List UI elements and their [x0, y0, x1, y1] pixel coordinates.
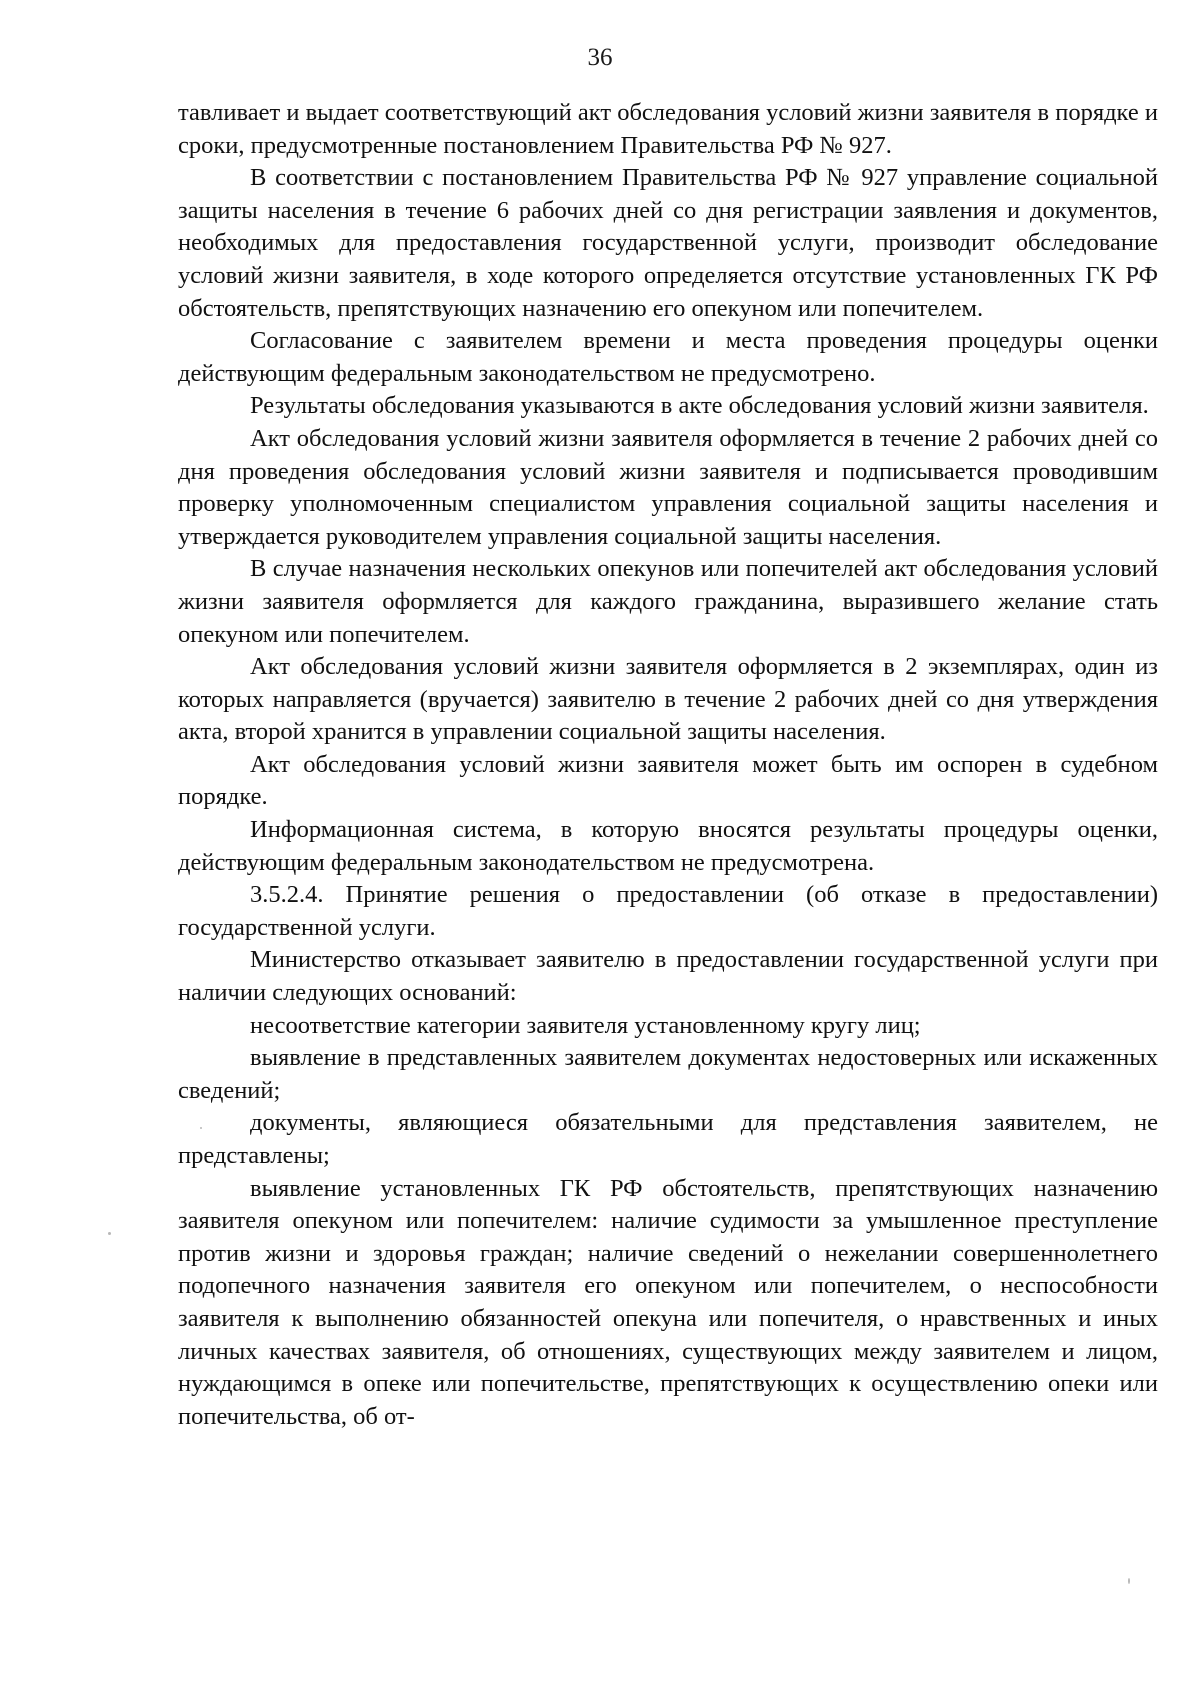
paragraph: выявление в представленных заявителем документах недостоверных или искаженных сведений;	[178, 1044, 1158, 1104]
paragraph: тавливает и выдает соответствующий акт обследования условий жизни заявителя в порядке и сроки, предусмотренные постановлением Правительства РФ № 927.	[178, 99, 1158, 159]
document-body	[178, 97, 1158, 1433]
paragraph: Министерство отказывает заявителю в предоставлении государственной услуги при наличии следующих оснований:	[178, 946, 1158, 1007]
scan-speck	[200, 1127, 202, 1129]
scan-speck	[108, 1232, 111, 1235]
paragraph: Акт обследования условий жизни заявителя может быть им оспорен в судебном порядке.	[178, 750, 1158, 811]
paragraph: Результаты обследования указываются в акте обследования условий жизни заявителя.	[250, 392, 1149, 420]
paragraph: 3.5.2.4. Принятие решения о предоставлении (об отказе в предоставлении) государственной услуги.	[178, 881, 1158, 941]
paragraph: Согласование с заявителем времени и места проведения процедуры оценки действующим федеральным законодательством не предусмотрено.	[178, 327, 1158, 387]
page-number: 36	[587, 44, 613, 71]
paragraph: Акт обследования условий жизни заявителя оформляется в 2 экземплярах, один из которых направляется (вручается) заявителю в течение 2 рабочих дней со дня утверждения акта, второй хранится в управлении социальной защиты населения.	[178, 653, 1158, 746]
paragraph: выявление установленных ГК РФ обстоятельств, препятствующих назначению заявителя опекуном или попечителем: наличие судимости за умышленное преступление против жизни и здоровья граждан; наличие сведений о нежелании совершеннолетнего подопечного назначения заявителя его опекуном или попечителем, о неспособности заявителя к выполнению обязанностей опекуна или попечителя, о нравственных и иных личных качествах заявителя, об отношениях, существующих между заявителем и лицом, нуждающимся в опеке или попечительстве, препятствующих к осуществлению опеки или попечительства, об от-	[178, 1174, 1158, 1430]
scan-speck	[1128, 1578, 1130, 1584]
paragraph: В соответствии с постановлением Правительства РФ № 927 управление социальной защиты населения в течение 6 рабочих дней со дня регистрации заявления и документов, необходимых для предоставления государственной услуги, производит обследование условий жизни заявителя, в ходе которого определяется отсутствие установленных ГК РФ обстоятельств, препятствующих назначению его опекуном или попечителем.	[178, 164, 1158, 322]
paragraph: Информационная система, в которую вносятся результаты процедуры оценки, действующим федеральным законодательством не предусмотрена.	[178, 816, 1158, 876]
paragraph: несоответствие категории заявителя установленному кругу лиц;	[250, 1011, 921, 1039]
paragraph: Акт обследования условий жизни заявителя оформляется в течение 2 рабочих дней со дня проведения обследования условий жизни заявителя и подписывается проводившим проверку уполномоченным специалистом управления социальной защиты населения и утверждается руководителем управления социальной защиты населения.	[178, 424, 1158, 550]
paragraph: В случае назначения нескольких опекунов или попечителей акт обследования условий жизни заявителя оформляется для каждого гражданина, выразившего желание стать опекуном или попечителем.	[178, 555, 1158, 648]
paragraph: документы, являющиеся обязательными для представления заявителем, не представлены;	[178, 1109, 1158, 1169]
